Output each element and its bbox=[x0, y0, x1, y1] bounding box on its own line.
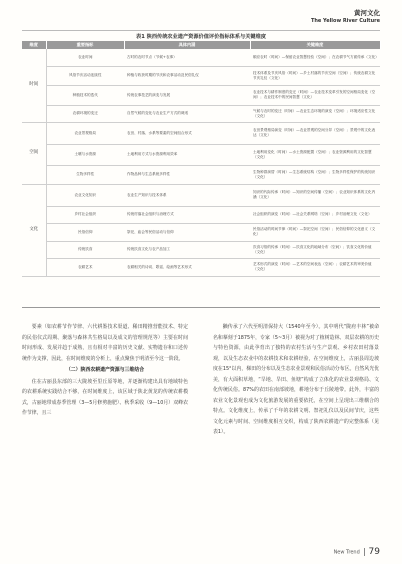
level-cell: 乡村社会组织 bbox=[46, 206, 124, 223]
table-row bbox=[22, 105, 380, 122]
table-row bbox=[22, 165, 380, 184]
key-cell: 农业技术与耕作制度的变迁（时间）—农业技术变革引发的空间格局变化（空间）；农业技术中的民间智慧（文化） bbox=[250, 85, 380, 105]
body-column-right bbox=[213, 322, 379, 438]
body-paragraph: 要素（如农耕节作节律、六代耕鉴技术渠道、稀田精推营能技术、特定的民俗仪式周期、聚落与森林共生格局以及成文的管理规范等）主要在时间时间形成、发展并趋于成熟，且有相对丰富的历史文献、实物遗存和口述传统作为支撑，因此，在时间维度的分析上，重点聚焦于明清至今这一阶段。 bbox=[22, 324, 188, 362]
body-paragraph: 住在古丽县东部的三大陇坡至里丘原等地，并逐渐构建出具有地域特色的农耕系统实践结合不够，在时间维度上，该区域于陕北黄龙的传统农耕模式，古丽地带成春季管理（3—5月修剪施肥）、秋季采收（9—10月）双峰农作节律，且三 bbox=[22, 378, 188, 416]
level-cell: 种植技术的迭代 bbox=[46, 85, 124, 105]
level-cell: 农耕艺术 bbox=[46, 258, 124, 276]
col-header-key: 关键维度 bbox=[250, 41, 380, 49]
page-number: 79 bbox=[368, 547, 380, 557]
level-cell: 农业时间 bbox=[46, 49, 124, 66]
index-cell: 祭祀、庙会等民俗活动与信仰 bbox=[124, 223, 250, 241]
dimension-cell: 时间 bbox=[22, 49, 46, 122]
table-row bbox=[22, 206, 380, 223]
table-row bbox=[22, 223, 380, 241]
page-footer bbox=[334, 547, 380, 557]
key-cell: 艺术形式的演变（时间）—艺术的空间表达（空间）；农耕艺术的审美价值（文化） bbox=[250, 258, 380, 276]
col-header-index: 具体内涵 bbox=[124, 41, 250, 49]
level-cell: 农业景观格局 bbox=[46, 122, 124, 144]
table-row bbox=[22, 144, 380, 165]
index-cell: 传统饮食文化与农产品加工 bbox=[124, 241, 250, 258]
body-paragraph: 獭传承了六代至明清保持大（1540年至今）。其中明代“陇府丰林”被命名和摹刻于1875年，专家（5~3月）被视为对了植树造林、双层农耕的历史与特色资源，由此孕育出了独特的农村生活与生产景观、乡村农田村落景观，以及生态农业中的农耕技术和农耕经验，在空间维度上，古丽县周边坡度在15°以内，梯田的分布以及生态农业景观和民俗活动分布区。自然风光优美，有大面积草地，“旱地、旱田、鱼塘”构成了立体化的农业景观格局、文化传统民俗。87%的农田在南部坡地，耕地分布于丘陵地带。此外，丰富的农业文化景观也成为文化旅游发展的重要依托，在空间上呈现出三维耦合的特点。文化维度上，传承了千年的农耕文明、祭祀礼仪以及民间节庆，这些文化元素与时间、空间维度相互交织，构成了陕西农耕遗产的完整体系（见表1）。 bbox=[213, 324, 379, 435]
level-cell: 农耕环境的变迁 bbox=[46, 105, 124, 122]
index-cell: 农田、村落、水系等要素的空间组合形式 bbox=[124, 122, 250, 144]
index-cell: 种植与收获时期的节庆和农事活动及民俗礼仪 bbox=[124, 66, 250, 85]
table-header-row bbox=[22, 41, 380, 49]
section-subheading: （二）陕西农耕遗产资源与三维结合 bbox=[65, 367, 145, 373]
journal-name: New Trend bbox=[333, 549, 360, 556]
index-cell: 农耕相关的诗词、歌谣、绘画等艺术形式 bbox=[124, 258, 250, 276]
section-title-en: The Yellow River Culture bbox=[310, 17, 380, 24]
index-cell: 古时的农时节点（节候+农事） bbox=[124, 49, 250, 66]
section-header bbox=[311, 10, 380, 24]
index-cell: 传统农事技艺的演变与发展 bbox=[124, 85, 250, 105]
table-bottom-rule bbox=[22, 307, 380, 308]
table-row bbox=[22, 66, 380, 85]
index-cell: 自然气候的变化与农业生产方式的调适 bbox=[124, 105, 250, 122]
header-divider bbox=[22, 30, 380, 31]
table-row bbox=[22, 49, 380, 66]
key-cell: 民俗活动的时间节律（时间）—祭祀空间（空间）；民俗信仰的文化意义（文化） bbox=[250, 223, 380, 241]
evaluation-table bbox=[22, 41, 381, 277]
key-cell: 饮食习俗的传承（时间）—饮食文化的地域分布（空间）；饮食文化的价值（文化） bbox=[250, 241, 380, 258]
footer-divider bbox=[364, 548, 365, 556]
level-cell: 土壤与水资源 bbox=[46, 144, 124, 165]
key-cell: 技术体系及节庆风俗（时间）—乡土村落的节庆空间（空间）；传统农耕文化节庆礼仪（文化） bbox=[250, 66, 380, 85]
key-cell: 知识的代际传承（时间）—知识的空间传播（空间）；农业知识体系的文化内涵（文化） bbox=[250, 184, 380, 206]
level-cell: 生物多样性 bbox=[46, 165, 124, 184]
key-cell: 农田景观格局演变（时间）—农业景观的空间分异（空间）；景观中的文化表达（文化） bbox=[250, 122, 380, 144]
level-cell: 风俗节庆活动连续性 bbox=[46, 66, 124, 85]
dimension-cell: 空间 bbox=[22, 122, 46, 184]
level-cell: 传统饮食 bbox=[46, 241, 124, 258]
body-column-left bbox=[22, 322, 188, 419]
key-cell: 顺应农时（时间）—保留农业智慧经验（空间）；在农耕节气方面传承（文化） bbox=[250, 49, 380, 66]
dimension-cell: 文化 bbox=[22, 184, 46, 276]
key-cell: 气候与农时的变迁（时间）—农业生态环境的演变（空间）；环境适应性文化（文化） bbox=[250, 105, 380, 122]
index-cell: 传统村落社会组织与治理方式 bbox=[124, 206, 250, 223]
table-row bbox=[22, 258, 380, 276]
index-cell: 土地利用方式与水资源利用效率 bbox=[124, 144, 250, 165]
level-cell: 民俗信仰 bbox=[46, 223, 124, 241]
index-cell: 作物品种与生态系统多样性 bbox=[124, 165, 250, 184]
section-title-cn: 黄河文化 bbox=[354, 9, 380, 17]
table-caption: 表1 陕西传统农业遗产资源价值评价指标体系与关键维度 bbox=[136, 34, 266, 40]
table-row bbox=[22, 184, 380, 206]
col-header-level: 重要指标 bbox=[46, 41, 124, 49]
col-header-dimension: 维度 bbox=[22, 41, 46, 49]
table-row bbox=[22, 241, 380, 258]
level-cell: 农业文化知识 bbox=[46, 184, 124, 206]
key-cell: 生物种群演替（时间）—生态系统结构（空间）；生物多样性保护的传统知识（文化） bbox=[250, 165, 380, 184]
table-row bbox=[22, 85, 380, 105]
key-cell: 社会组织的演变（时间）—社会关系网络（空间）；乡村治理文化（文化） bbox=[250, 206, 380, 223]
key-cell: 土地利用变化（时间）—水土资源配置（空间）；农业资源利用的文化智慧（文化） bbox=[250, 144, 380, 165]
table-row bbox=[22, 122, 380, 144]
index-cell: 农业生产知识与技术体系 bbox=[124, 184, 250, 206]
